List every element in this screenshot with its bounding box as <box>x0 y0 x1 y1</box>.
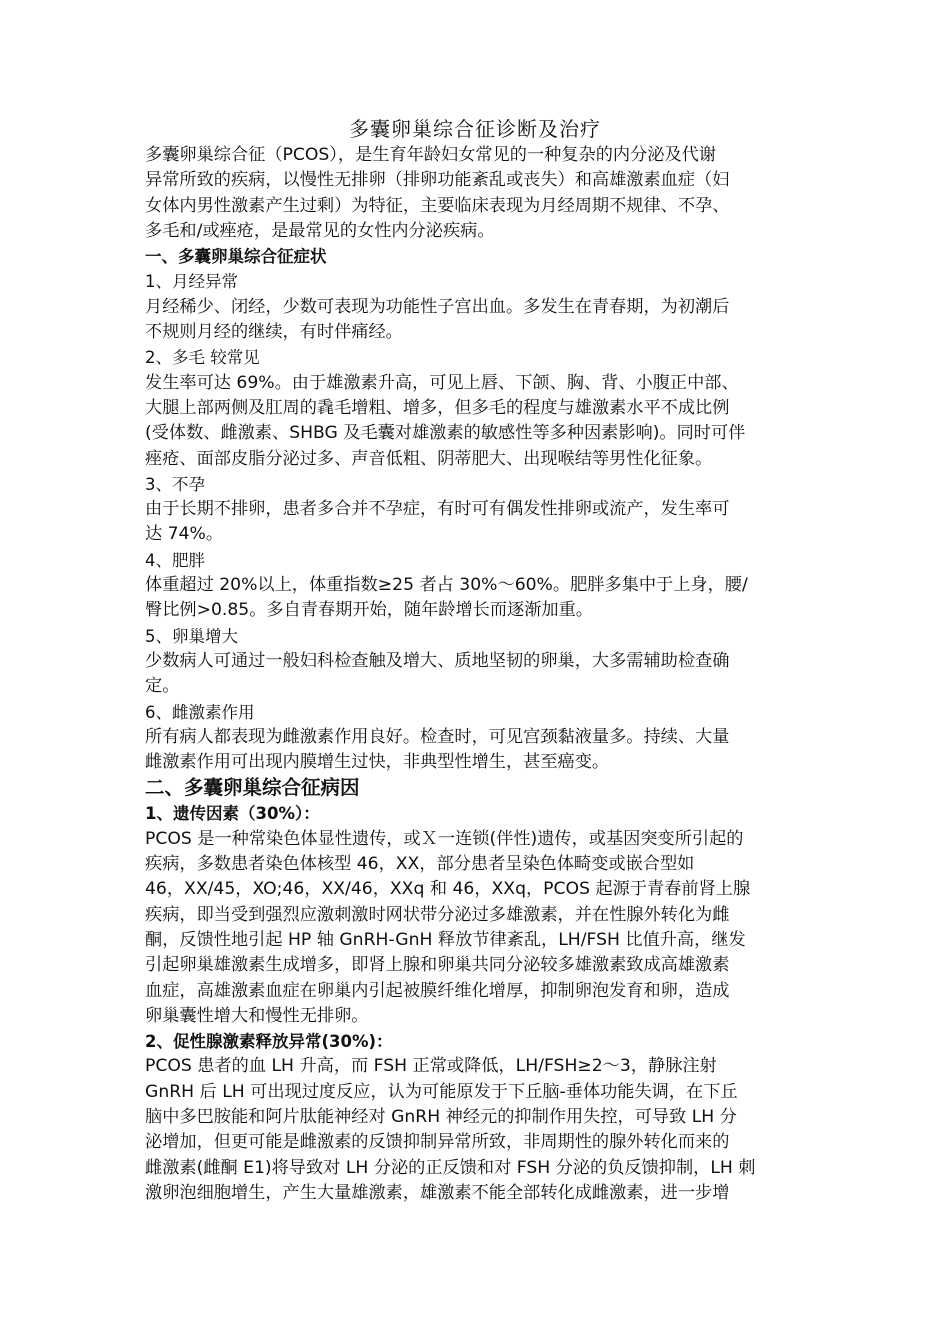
text-line: 所有病人都表现为雌激素作用良好。检查时，可见宫颈黏液量多。持续、大量 <box>145 726 730 747</box>
section-heading-symptoms: 一、多囊卵巢综合征症状 <box>145 247 327 267</box>
document-title: 多囊卵巢综合征诊断及治疗 <box>349 117 601 141</box>
item-heading: 6、雌激素作用 <box>145 702 255 722</box>
item-heading: 5、卵巢增大 <box>145 626 238 646</box>
text-line: PCOS 是一种常染色体显性遗传，或Ｘ一连锁(伴性)遗传，或基因突变所引起的 <box>145 828 744 849</box>
text-line: 疾病，即当受到强烈应激刺激时网状带分泌过多雄激素，并在性腺外转化为雌 <box>145 904 730 925</box>
text-line: 脑中多巴胺能和阿片肽能神经对 GnRH 神经元的抑制作用失控，可导致 LH 分 <box>145 1106 737 1127</box>
document-body <box>145 143 810 1206</box>
text-line: PCOS 患者的血 LH 升高，而 FSH 正常或降低，LH/FSH≥2～3，静脉注射 <box>145 1056 717 1077</box>
text-line: GnRH 后 LH 可出现过度反应，认为可能原发于下丘脑-垂体功能失调，在下丘 <box>145 1081 738 1102</box>
text-line: 疾病，多数患者染色体核型 46，XX，部分患者呈染色体畸变或嵌合型如 <box>145 854 695 875</box>
item-heading: 2、多毛 较常见 <box>145 348 260 368</box>
text-line: (受体数、雌激素、SHBG 及毛囊对雄激素的敏感性等多种因素影响)。同时可伴 <box>145 423 746 444</box>
text-line: 发生率可达 69%。由于雄激素升高，可见上唇、下颌、胸、背、小腹正中部、 <box>145 372 739 393</box>
text-line: 多毛和/或痤疮，是最常见的女性内分泌疾病。 <box>145 220 495 241</box>
text-line: 少数病人可通过一般妇科检查触及增大、质地坚韧的卵巢，大多需辅助检查确 <box>145 650 730 671</box>
text-line: 异常所致的疾病，以慢性无排卵（排卵功能紊乱或丧失）和高雄激素血症（妇 <box>145 170 730 191</box>
text-line: 雌激素作用可出现内膜增生过快，非典型性增生，甚至癌变。 <box>145 752 610 773</box>
text-line: 泌增加，但更可能是雌激素的反馈抑制异常所致，非周期性的腺外转化而来的 <box>145 1132 730 1153</box>
text-line: 女体内男性激素产生过剩）为特征，主要临床表现为月经周期不规律、不孕、 <box>145 195 730 216</box>
text-line: 46，XX/45，XO;46，XX/46，XXq 和 46，XXq，PCOS 起源于青春前肾上腺 <box>145 879 751 900</box>
intro-paragraph <box>145 143 810 244</box>
text-line: 臀比例>0.85。多自青春期开始，随年龄增长而逐渐加重。 <box>145 600 593 621</box>
text-line: 酮，反馈性地引起 HP 轴 GnRH-GnH 释放节律紊乱，LH/FSH 比值升高，继发 <box>145 929 746 950</box>
text-line: 达 74%。 <box>145 524 224 545</box>
text-line: 不规则月经的继续，有时伴痛经。 <box>145 322 403 343</box>
text-line: 雌激素(雌酮 E1)将导致对 LH 分泌的正反馈和对 FSH 分泌的负反馈抑制，LH 刺 <box>145 1157 756 1178</box>
item-heading: 2、促性腺激素释放异常(30%)： <box>145 1032 393 1052</box>
item-heading: 4、肥胖 <box>145 550 205 570</box>
text-line: 月经稀少、闭经，少数可表现为功能性子宫出血。多发生在青春期，为初潮后 <box>145 296 730 317</box>
item-heading: 1、月经异常 <box>145 272 238 292</box>
item-heading: 3、不孕 <box>145 474 205 494</box>
text-line: 引起卵巢雄激素生成增多，即肾上腺和卵巢共同分泌较多雄激素致成高雄激素 <box>145 955 730 976</box>
text-line: 血症，高雄激素血症在卵巢内引起被膜纤维化增厚，抑制卵泡发育和卵，造成 <box>145 980 730 1001</box>
text-line: 卵巢囊性增大和慢性无排卵。 <box>145 1005 369 1026</box>
text-line: 体重超过 20%以上，体重指数≥25 者占 30%～60%。肥胖多集中于上身，腰/ <box>145 575 748 596</box>
text-line: 痤疮、面部皮脂分泌过多、声音低粗、阴蒂肥大、出现喉结等男性化征象。 <box>145 448 713 469</box>
text-line: 由于长期不排卵，患者多合并不孕症，有时可有偶发性排卵或流产，发生率可 <box>145 499 730 520</box>
section-heading-causes: 二、多囊卵巢综合征病因 <box>145 776 360 800</box>
text-line: 大腿上部两侧及肛周的毳毛增粗、增多，但多毛的程度与雄激素水平不成比例 <box>145 397 730 418</box>
item-heading: 1、遗传因素（30%）： <box>145 804 320 824</box>
text-line: 定。 <box>145 676 180 697</box>
text-line: 激卵泡细胞增生，产生大量雄激素，雄激素不能全部转化成雌激素，进一步增 <box>145 1182 730 1203</box>
text-line: 多囊卵巢综合征（PCOS），是生育年龄妇女常见的一种复杂的内分泌及代谢 <box>145 145 717 165</box>
